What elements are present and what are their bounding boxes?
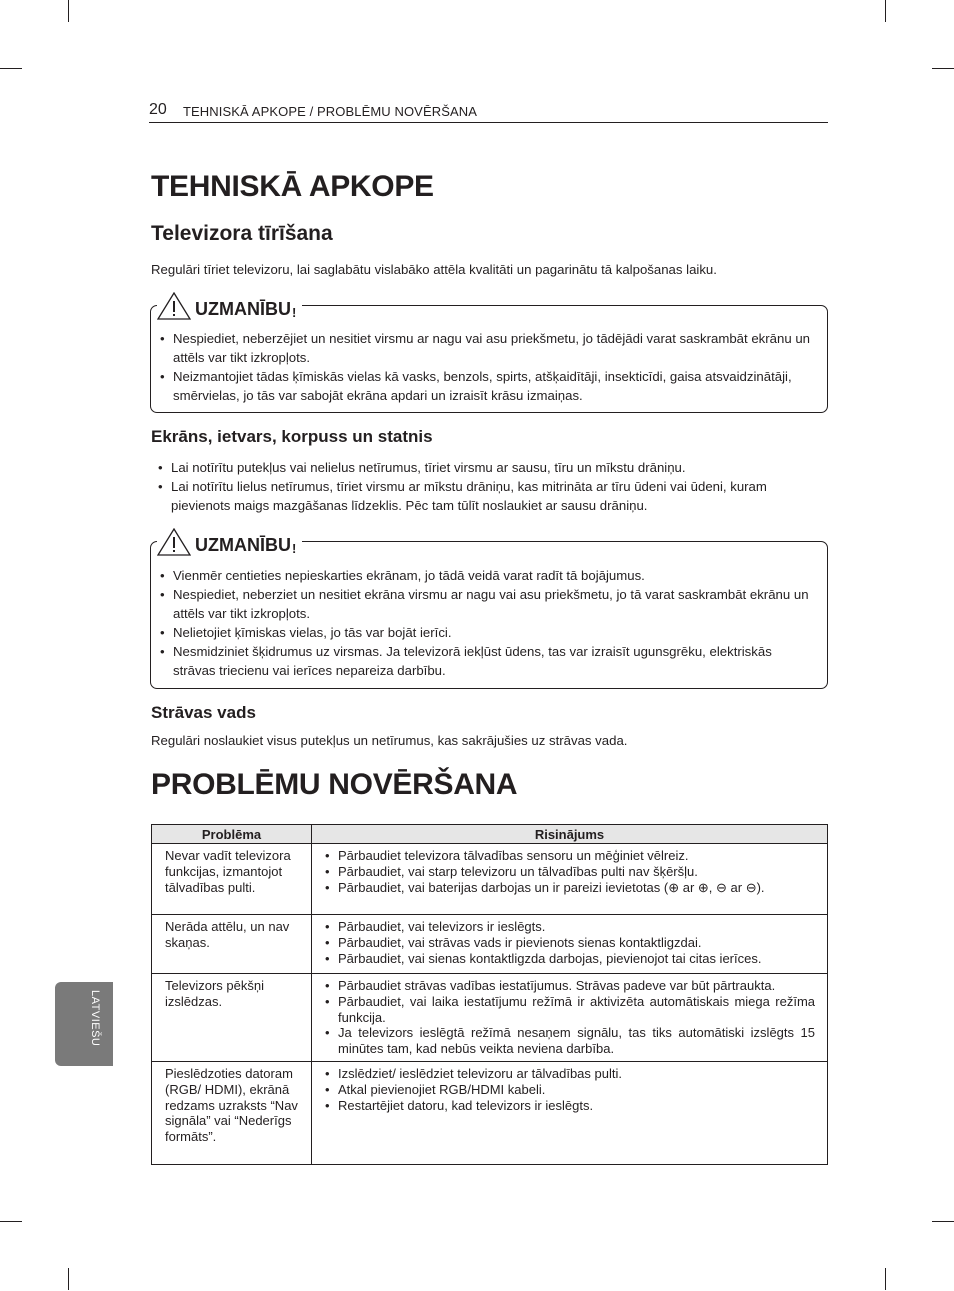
- caution-title: UZMANĪBU: [195, 535, 291, 555]
- caution-box: [150, 535, 828, 689]
- problem-cell: Nevar vadīt televizora funkcijas, izmantojot tālvadības pulti.: [152, 844, 312, 915]
- caution-list: [160, 329, 817, 405]
- list-item: • Neizmantojiet tādas ķīmiskās vielas kā vasks, benzols, spirts, atšķaidītāji, insekticīdi, gaisa atsvaidzinātāji, smērvielas, jo tās var sabojāt ekrāna apdari un izraisīt krāsu izmaiņas.: [160, 367, 817, 405]
- list-item: • Pārbaudiet, vai starp televizoru un tālvadības pulti nav šķēršļu.: [325, 864, 815, 880]
- warning-icon: [157, 528, 191, 556]
- problem-cell: Pieslēdzoties datoram (RGB/ HDMI), ekrānā redzams uzraksts “Nav signāla” vai “Nederīgs formāts”.: [152, 1061, 312, 1164]
- table-row: [152, 974, 828, 1062]
- warning-icon: [157, 292, 191, 320]
- list-item: • Nespiediet, neberziet un nesitiet ekrāna virsmu ar nagu vai asu priekšmetu, jo tā varat saskrambāt ekrānu un attēls var tikt izkropļots.: [160, 585, 817, 623]
- list-item: • Ja televizors ieslēgtā režīmā nesaņem signālu, tas tiks automātiski izslēgts 15 minūtes tam, kad nebūs veikta neviena darbība.: [325, 1025, 815, 1057]
- caution-title: UZMANĪBU: [195, 299, 291, 319]
- page-number: 20: [149, 101, 167, 118]
- list-item: • Pārbaudiet, vai strāvas vads ir pievienots sienas kontaktligzdai.: [325, 935, 815, 951]
- list-item: • Pārbaudiet, vai baterijas darbojas un ir pareizi ievietotas (⊕ ar ⊕, ⊖ ar ⊖).: [325, 880, 815, 896]
- list-item: • Izslēdziet/ ieslēdziet televizoru ar tālvadības pulti.: [325, 1066, 815, 1082]
- table-row: [152, 1061, 828, 1164]
- subsection-title-power-cord: Strāvas vads: [151, 703, 256, 722]
- troubleshooting-table: [151, 824, 828, 1165]
- caution-box: [150, 299, 828, 413]
- table-header-row: [152, 825, 828, 844]
- list-item: • Nesmidziniet šķidrumus uz virsmas. Ja televizorā iekļūst ūdens, tas var izraisīt ugunsgrēku, elektriskās strāvas triecienu vai ierīces nepareiza darbību.: [160, 642, 817, 680]
- running-title: TEHNISKĀ APKOPE / PROBLĒMU NOVĒRŠANA: [183, 104, 478, 119]
- power-cord-text: Regulāri noslaukiet visus putekļus un netīrumus, kas sakrājušies uz strāvas vada.: [151, 733, 628, 748]
- caution-mark: !: [292, 541, 297, 556]
- problem-cell: Televizors pēkšņi izslēdzas.: [152, 974, 312, 1062]
- page-header: [149, 100, 828, 123]
- list-item: • Pārbaudiet televizora tālvadības sensoru un mēģiniet vēlreiz.: [325, 848, 815, 864]
- caution-header: [157, 526, 302, 556]
- screen-cleaning-list: [158, 458, 818, 515]
- cleaning-intro: Regulāri tīriet televizoru, lai saglabātu vislabāko attēla kvalitāti un pagarinātu tā kalpošanas laiku.: [151, 262, 717, 277]
- list-item: • Pārbaudiet, vai sienas kontaktligzda darbojas, pievienojot tai citas ierīces.: [325, 951, 815, 967]
- column-header-problem: Problēma: [152, 825, 312, 844]
- crop-mark: [68, 1268, 69, 1290]
- list-item: • Restartējiet datoru, kad televizors ir ieslēgts.: [325, 1098, 815, 1114]
- list-item: • Lai notīrītu putekļus vai nelielus netīrumus, tīriet virsmu ar sausu, tīru un mīkstu drāniņu.: [158, 458, 818, 477]
- solution-cell: [312, 844, 828, 915]
- list-item: • Atkal pievienojiet RGB/HDMI kabeli.: [325, 1082, 815, 1098]
- caution-header: [157, 290, 302, 320]
- crop-mark: [932, 68, 954, 69]
- solution-cell: [312, 915, 828, 974]
- problem-cell: Nerāda attēlu, un nav skaņas.: [152, 915, 312, 974]
- table-row: [152, 844, 828, 915]
- subsection-title-screen: Ekrāns, ietvars, korpuss un statnis: [151, 427, 433, 446]
- crop-mark: [885, 0, 886, 22]
- list-item: • Pārbaudiet, vai televizors ir ieslēgts.: [325, 919, 815, 935]
- crop-mark: [885, 1268, 886, 1290]
- section-title-troubleshooting: PROBLĒMU NOVĒRŠANA: [151, 768, 518, 801]
- language-tab-label: LATVIEŠU: [89, 990, 101, 1047]
- list-item: • Pārbaudiet strāvas vadības iestatījumus. Strāvas padeve var būt pārtraukta.: [325, 978, 815, 994]
- subsection-title-cleaning: Televizora tīrīšana: [151, 222, 333, 245]
- table-row: [152, 915, 828, 974]
- solution-cell: [312, 1061, 828, 1164]
- list-item: • Vienmēr centieties nepieskarties ekrānam, jo tādā veidā varat radīt tā bojājumus.: [160, 566, 817, 585]
- crop-mark: [932, 1221, 954, 1222]
- crop-mark: [0, 1221, 22, 1222]
- language-tab: [55, 982, 113, 1066]
- caution-mark: !: [292, 305, 297, 320]
- list-item: • Nespiediet, neberzējiet un nesitiet virsmu ar nagu vai asu priekšmetu, jo tādējādi varat saskrambāt ekrānu un attēls var tikt izkropļots.: [160, 329, 817, 367]
- crop-mark: [68, 0, 69, 22]
- crop-mark: [0, 68, 22, 69]
- list-item: • Lai notīrītu lielus netīrumus, tīriet virsmu ar mīkstu drāniņu, kas mitrināta ar tīru ūdeni vai ūdeni, kuram pievienots maigs mazgāšanas līdzeklis. Pēc tam tūlīt noslaukiet ar sausu drāniņu.: [158, 477, 818, 515]
- list-item: • Nelietojiet ķīmiskas vielas, jo tās var bojāt ierīci.: [160, 623, 817, 642]
- column-header-solution: Risinājums: [312, 825, 828, 844]
- section-title-maintenance: TEHNISKĀ APKOPE: [151, 170, 434, 203]
- solution-cell: [312, 974, 828, 1062]
- caution-list: [160, 566, 817, 680]
- list-item: • Pārbaudiet, vai laika iestatījumu režīmā ir aktivizēta automātiskais miega režīma funkcija.: [325, 994, 815, 1026]
